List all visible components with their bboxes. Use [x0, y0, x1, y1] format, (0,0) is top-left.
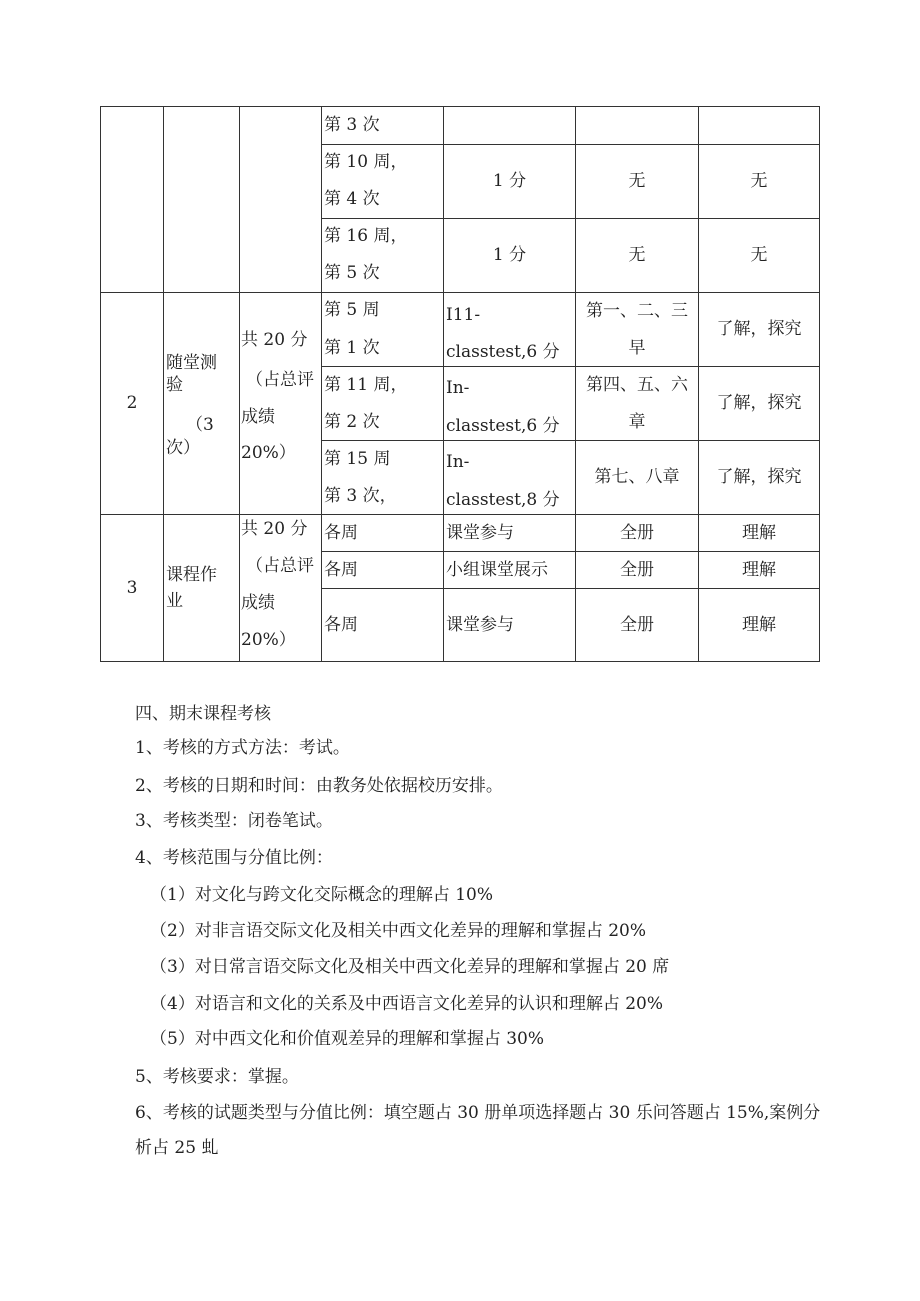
requirement-cell: 理解	[742, 560, 776, 580]
task-cell: I11-	[446, 305, 481, 325]
week-cell: 第 4 次	[324, 189, 380, 209]
week-cell: 第 10 周，	[324, 152, 408, 172]
task-cell: 小组课堂展示	[446, 560, 548, 580]
score-weight: 共 20 分	[241, 519, 308, 539]
assessment-name: 次）	[166, 438, 200, 458]
scope-cell: 全册	[620, 523, 654, 543]
sub-list-item: （4）对语言和文化的关系及中西语言文化差异的认识和理解占 20%	[150, 994, 664, 1014]
task-cell: 1 分	[492, 245, 527, 265]
week-cell: 各周	[324, 615, 358, 635]
assessment-name: 业	[166, 591, 183, 611]
score-weight: （占总评	[246, 370, 314, 390]
list-item: 5、考核要求：掌握。	[135, 1067, 299, 1087]
task-cell: In-	[446, 452, 470, 472]
requirement-cell: 了解，探究	[716, 467, 802, 487]
assessment-name: 随堂测	[166, 353, 217, 373]
scope-cell: 早	[628, 338, 646, 358]
score-weight: 20%）	[241, 443, 296, 463]
task-cell: classtest,6 分	[446, 416, 560, 436]
list-item: 4、考核范围与分值比例：	[135, 848, 333, 868]
requirement-cell: 了解，探究	[716, 393, 802, 413]
score-weight: 共 20 分	[241, 330, 308, 350]
task-cell: classtest,6 分	[446, 342, 560, 362]
sub-list-item: （5）对中西文化和价值观差异的理解和掌握占 30%	[150, 1029, 545, 1049]
score-weight: （占总评	[246, 556, 314, 576]
score-weight: 成绩	[241, 593, 275, 613]
assessment-name: 课程作	[166, 565, 217, 585]
row-number: 3	[126, 578, 138, 598]
task-cell: 1 分	[492, 171, 527, 191]
scope-cell: 全册	[620, 615, 654, 635]
week-cell: 第 5 次	[324, 263, 380, 283]
week-cell: 第 5 周	[324, 300, 380, 320]
week-cell: 各周	[324, 560, 358, 580]
scope-cell: 无	[628, 245, 646, 265]
task-cell: 课堂参与	[446, 615, 514, 635]
week-cell: 第 2 次	[324, 412, 380, 432]
list-item: 3、考核类型：闭卷笔试。	[135, 811, 333, 831]
list-item: 6、考核的试题类型与分值比例：填空题占 30 册单项选择题占 30 乐问答题占 15%,案例分析占 25 虬	[135, 1103, 821, 1158]
row-number: 2	[126, 393, 138, 413]
requirement-cell: 理解	[742, 615, 776, 635]
week-cell: 第 11 周，	[324, 375, 408, 395]
week-cell: 第 1 次	[324, 338, 380, 358]
list-item: 2、考核的日期和时间：由教务处依据校历安排。	[135, 776, 503, 796]
scope-cell: 无	[628, 171, 646, 191]
week-cell: 第 15 周	[324, 449, 391, 469]
score-weight: 成绩	[241, 407, 275, 427]
task-cell: 课堂参与	[446, 523, 514, 543]
requirement-cell: 无	[750, 171, 768, 191]
task-cell: In-	[446, 378, 470, 398]
sub-list-item: （1）对文化与跨文化交际概念的理解占 10%	[150, 885, 494, 905]
assessment-name: 验	[166, 375, 183, 395]
week-cell: 第 16 周，	[324, 226, 408, 246]
requirement-cell: 无	[750, 245, 768, 265]
scope-cell: 章	[628, 412, 646, 432]
week-cell: 第 3 次	[324, 115, 380, 135]
task-cell: classtest,8 分	[446, 490, 560, 510]
score-weight: 20%）	[241, 630, 296, 650]
scope-cell: 第七、八章	[594, 467, 680, 487]
week-cell: 各周	[324, 523, 358, 543]
scope-cell: 第四、五、六	[586, 375, 688, 395]
sub-list-item: （3）对日常言语交际文化及相关中西文化差异的理解和掌握占 20 席	[150, 957, 670, 977]
section-heading: 四、期末课程考核	[135, 704, 271, 724]
assessment-name: （3	[186, 415, 214, 435]
requirement-cell: 了解，探究	[716, 319, 802, 339]
sub-list-item: （2）对非言语交际文化及相关中西文化差异的理解和掌握占 20%	[150, 921, 647, 941]
list-item: 1、考核的方式方法：考试。	[135, 738, 350, 758]
requirement-cell: 理解	[742, 523, 776, 543]
week-cell: 第 3 次，	[324, 486, 397, 506]
scope-cell: 第一、二、三	[586, 301, 688, 321]
scope-cell: 全册	[620, 560, 654, 580]
